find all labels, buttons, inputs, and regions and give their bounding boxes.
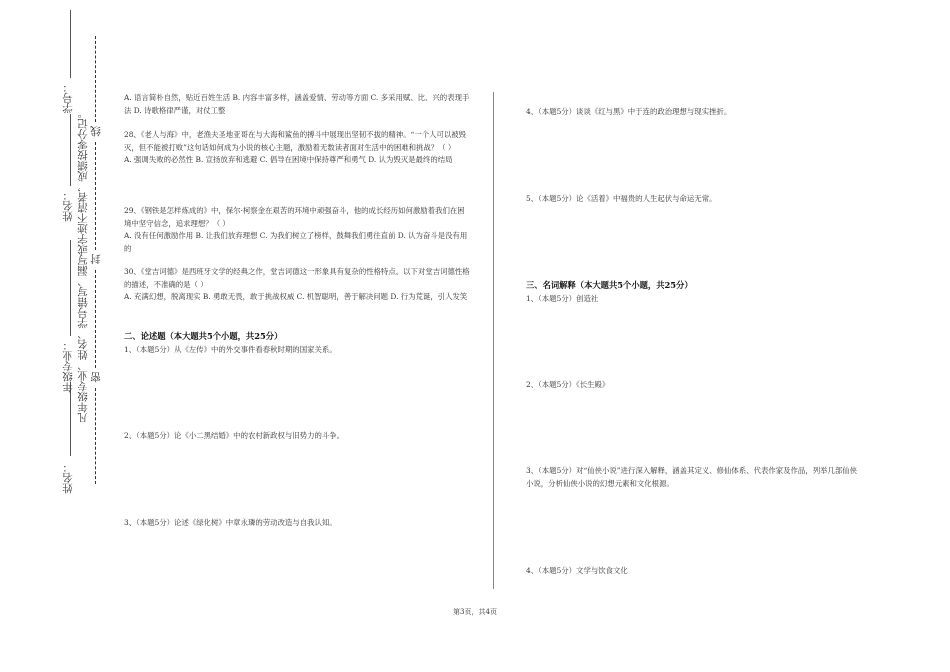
question-30-stem: 30、《堂吉诃德》是西班牙文学的经典之作，堂吉诃德这一形象具有复杂的性格特点。以下对堂吉诃德性格的描述，不准确的是（ ） [124,267,470,289]
seal-line-lower [95,270,96,368]
seal-line-bottom [95,388,96,484]
question-30-options: A. 充满幻想，脱离现实 B. 勇敢无畏，敢于挑战权威 C. 机智聪明，善于解决问题 D. 行为荒诞，引人发笑 [124,292,468,301]
question-28-stem: 28、《老人与海》中，老渔夫圣地亚哥在与大海和鲨鱼的搏斗中展现出坚韧不拔的精神。“一个人可以被毁灭，但不能被打败”这句话如何成为小说的核心主题，激励着无数读者面对生活中的困难和挑战？（ ） [124,130,467,152]
student-id-label: 学号： [62,82,74,114]
student-id-underline [70,10,71,78]
grade-major-label: 年级专业： [62,340,74,393]
essay-question-3: 3、（本题5分）论述《绿化树》中章永璘的劳动改造与自我认知。 [124,518,337,527]
right-column [526,92,862,592]
essay-question-1: 1、（本题5分）从《左传》中的外交事件看春秋时期的国家关系。 [124,345,337,354]
seal-line-top [95,36,96,122]
name-underline [70,114,71,186]
seal-mi-char: 密 [90,372,102,383]
seal-line-mid [95,142,96,250]
question-29-options: A. 没有任何激励作用 B. 让我们放弃理想 C. 为我们树立了榜样，鼓舞我们勇往直前 D. 认为奋斗是没有用的 [124,231,468,253]
question-30-block [124,266,470,304]
section-3-title: 三、名词解释（本大题共5个小题，共25分） [526,280,693,290]
page-number: 第3页，共4页 [453,608,497,616]
section-2-title: 二、论述题（本大题共5个小题，共25分） [124,331,283,341]
question-29-block [124,205,470,255]
term-question-3: 3、（本题5分）对“仙侠小说”进行深入解释，涵盖其定义、修仙体系、代表作家及作品，列举几部仙侠小说，分析仙侠小说的幻想元素和文化根源。 [526,466,858,488]
term-question-2: 2、（本题5分）《长生殿》 [526,380,610,389]
question-28-options: A. 强调失败的必然性 B. 宣扬放弃和逃避 C. 倡导在困境中保持尊严和勇气 D. 认为毁灭是最终的结局 [124,155,453,164]
term-question-4: 4、（本题5分）文学与饮食文化 [526,566,628,575]
school-label: 姓名： [62,462,74,494]
column-divider [493,92,494,589]
question-27-options: A. 语言简朴自然，贴近百姓生活 B. 内容丰富多样，涵盖爱情、劳动等方面 C. 多采用赋、比、兴的表现手法 D. 诗歌格律严谨，对仗工整 [124,93,470,115]
binding-margin [0,0,112,672]
school-underline [70,382,71,456]
essay-question-5: 5、（本题5分）论《活着》中福贵的人生起伏与命运无常。 [526,194,717,203]
grade-major-underline [70,240,71,336]
binding-warning-text: 凡年级专业、姓名、学号错写、漏写或字迹不清者，成绩按零分记。 [77,108,89,423]
question-27-options-block [124,92,470,117]
term-question-1: 1、（本题5分）创造社 [526,294,599,303]
left-column [124,92,470,592]
name-label: 姓名： [62,190,74,222]
seal-line-char: 线 [90,126,102,137]
essay-question-4: 4、（本题5分）谈谈《红与黑》中于连的政治理想与现实挫折。 [526,107,732,116]
seal-feng-char: 封 [90,254,102,265]
question-28-block [124,129,470,167]
essay-question-2: 2、（本题5分）论《小二黑结婚》中的农村新政权与旧势力的斗争。 [124,431,345,440]
question-29-stem: 29、《钢铁是怎样炼成的》中，保尔·柯察金在艰苦的环境中顽强奋斗，他的成长经历如何激励着我们在困境中坚守信念，追求理想？（ ） [124,206,465,228]
